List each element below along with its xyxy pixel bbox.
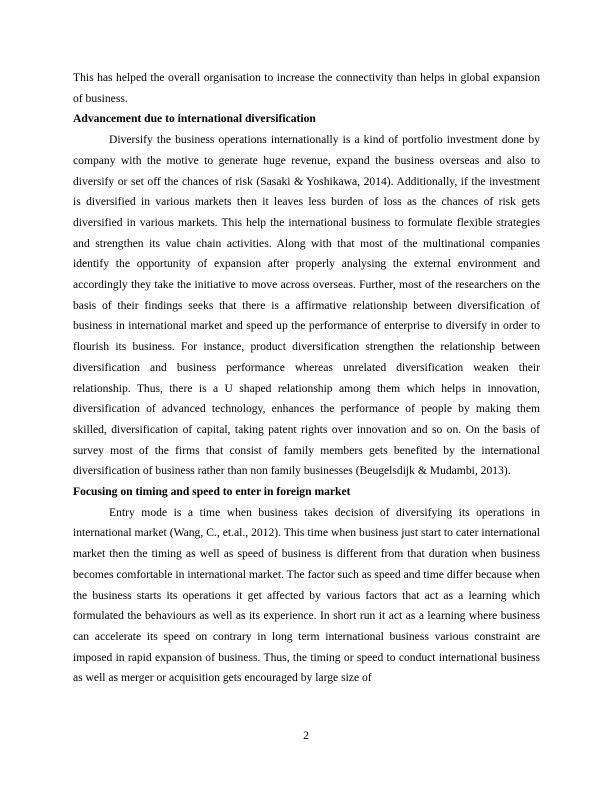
section-heading-timing-and-speed: Focusing on timing and speed to enter in foreign market [73, 485, 351, 499]
body-paragraph-entry-mode: Entry mode is a time when business takes decision of diversifying its operations in international market (Wang, C., et.al., 2012). This time when business just start to cater international market then the timing as well as speed of business is different from that duration when business becomes comfortable in international market. The factor such as speed and time differ because when the business starts its operations it get affected by various factors that act as a learning which formulated the behaviours as well as its experience. In short run it act as a learning where business can accelerate its speed on contrary in long term international business various constraint are imposed in rapid expansion of business. Thus, the timing or speed to conduct international business as well as merger or acquisition gets encouraged by large size of [73, 505, 540, 685]
page-content [73, 68, 540, 689]
body-paragraph-diversification: Diversify the business operations internationally is a kind of portfolio investment done by company with the motive to generate huge revenue, expand the business overseas and also to diversify or set off the chances of risk (Sasaki & Yoshikawa, 2014). Additionally, if the investment is diversified in various markets then it leaves less burden of loss as the chances of risk gets diversified in various markets. This help the international business to formulate flexible strategies and strengthen its value chain activities. Along with that most of the multinational companies identify the opportunity of expansion after properly analysing the external environment and accordingly they take the initiative to move across overseas. Further, most of the researchers on the basis of their findings seeks that there is a affirmative relationship between diversification of business in international market and speed up the performance of enterprise to diversify in order to flourish its business. For instance, product diversification strengthen the relationship between diversification and business performance whereas unrelated diversification weaken their relationship. Thus, there is a U shaped relationship among them which helps in innovation, diversification of advanced technology, enhances the performance of people by making them skilled, diversification of capital, taking patent rights over innovation and so on. On the basis of survey most of the firms that consist of family members gets benefited by the international diversification of business rather than non family businesses (Beugelsdijk & Mudambi, 2013). [73, 133, 540, 478]
section-heading-international-diversification: Advancement due to international diversification [73, 112, 316, 126]
body-paragraph-intro: This has helped the overall organisation to increase the connectivity than helps in global expansion of business. [73, 71, 540, 105]
page-number: 2 [303, 729, 309, 742]
